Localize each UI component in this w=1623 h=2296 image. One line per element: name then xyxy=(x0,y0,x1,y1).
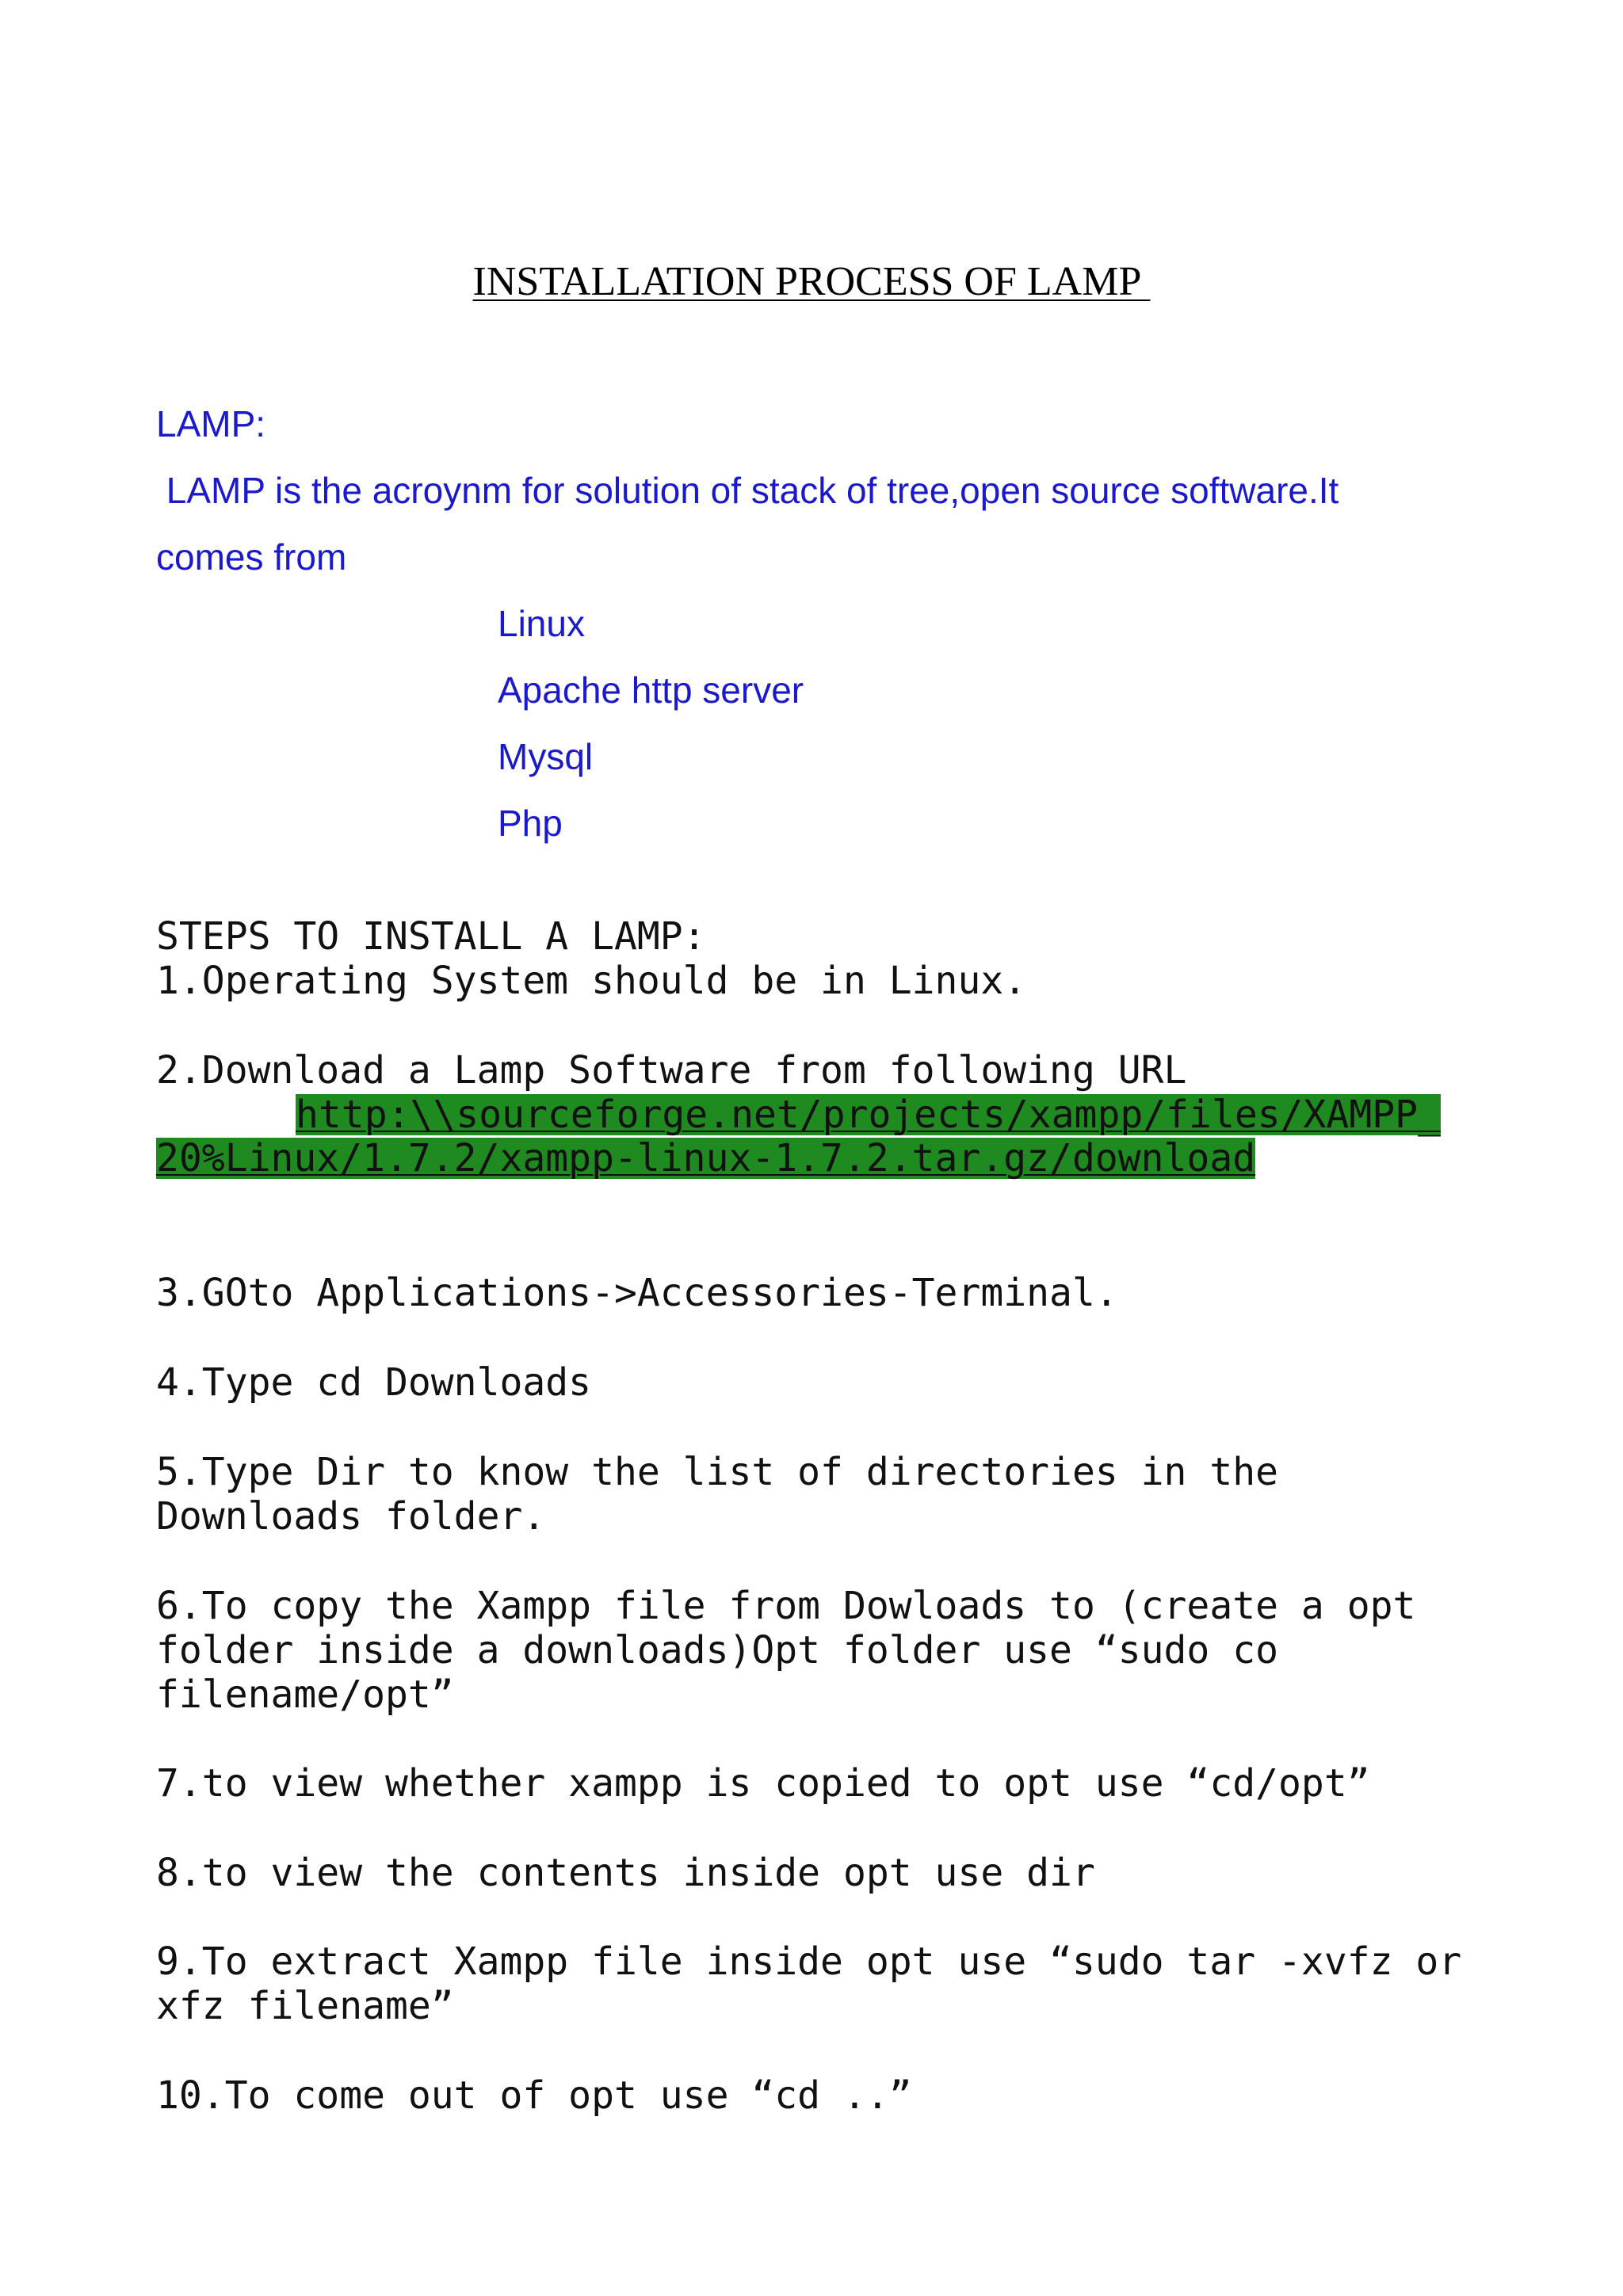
download-url-link-part-2[interactable]: 20%Linux/1.7.2/xampp-linux-1.7.2.tar.gz/download xyxy=(156,1136,1256,1180)
step-8: 8.to view the contents inside opt use dir xyxy=(156,1851,1095,1895)
step-9-line-1: 9.To extract Xampp file inside opt use “sudo tar -xvfz or xyxy=(156,1939,1462,1984)
step-5-line-1: 5.Type Dir to know the list of directories in the xyxy=(156,1450,1279,1494)
step-7: 7.to view whether xampp is copied to opt use “cd/opt” xyxy=(156,1761,1370,1806)
steps-heading: STEPS TO INSTALL A LAMP: xyxy=(156,914,706,959)
step-9-line-2: xfz filename” xyxy=(156,1984,454,2028)
step-1: 1.Operating System should be in Linux. xyxy=(156,959,1027,1003)
step-3: 3.GOto Applications->Accessories-Terminal. xyxy=(156,1271,1118,1315)
component-apache: Apache http server xyxy=(498,669,804,711)
step-5-line-2: Downloads folder. xyxy=(156,1494,546,1539)
step-6-line-1: 6.To copy the Xampp file from Dowloads to (create a opt xyxy=(156,1584,1416,1628)
step-10: 10.To come out of opt use “cd ..” xyxy=(156,2073,912,2118)
component-php: Php xyxy=(498,803,563,844)
download-url-link-part-1[interactable]: http:\\sourceforge.net/projects/xampp/files/XAMPP_ xyxy=(296,1093,1441,1137)
component-mysql: Mysql xyxy=(498,736,594,777)
intro-line-1: LAMP is the acroynm for solution of stack of tree,open source software.It xyxy=(156,470,1339,511)
intro-line-2: comes from xyxy=(156,536,347,578)
page-title: INSTALLATION PROCESS OF LAMP xyxy=(472,259,1151,304)
step-6-line-3: filename/opt” xyxy=(156,1672,454,1717)
component-linux: Linux xyxy=(498,603,585,644)
step-6-line-2: folder inside a downloads)Opt folder use “sudo co xyxy=(156,1628,1279,1672)
step-2: 2.Download a Lamp Software from following URL xyxy=(156,1048,1187,1093)
step-4: 4.Type cd Downloads xyxy=(156,1360,592,1405)
intro-heading: LAMP: xyxy=(156,403,266,444)
